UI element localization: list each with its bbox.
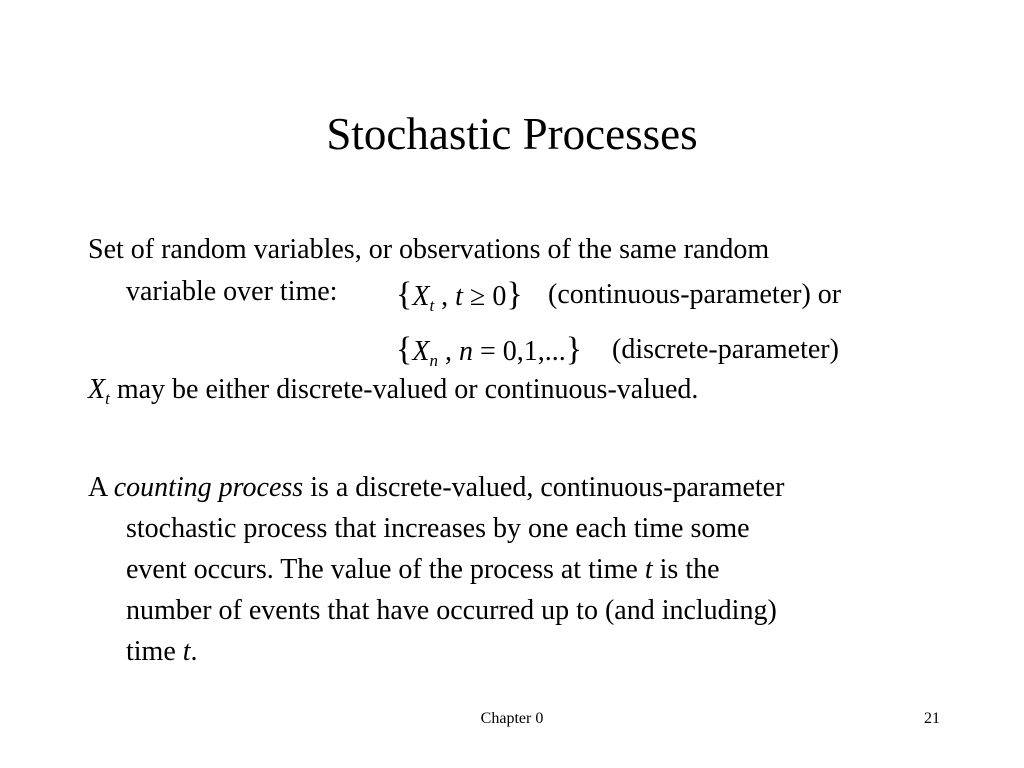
set-continuous-expression [396, 275, 523, 320]
para2-sub: t [105, 389, 110, 408]
set1-cond-var: t [455, 281, 463, 312]
footer-page-number: 21 [924, 710, 940, 727]
para3-l1-b: is a discrete-valued, continuous-parameter [303, 472, 785, 503]
set1-open-brace: { [396, 276, 413, 313]
set-discrete-expression [396, 330, 582, 375]
set1-label: (continuous-parameter) or [548, 279, 842, 310]
para3-line3 [126, 550, 720, 590]
set2-close-brace: } [565, 331, 583, 368]
para1-line2: variable over time: [126, 276, 338, 307]
para3-l5-a: time [126, 636, 183, 667]
para1-line1: Set of random variables, or observations of the same random [88, 234, 770, 265]
set2-var: X [412, 336, 430, 367]
para3-l5-b: . [190, 636, 198, 667]
set2-cond-var: n [458, 336, 473, 367]
footer-chapter: Chapter 0 [480, 710, 544, 727]
set1-var: X [412, 281, 430, 312]
para2-rest: may be either discrete-valued or continuous-valued. [109, 374, 699, 405]
para3-line5 [126, 632, 198, 672]
set1-sub: t [429, 296, 435, 315]
para3-l5-em: t [182, 636, 191, 667]
para3-line1 [88, 468, 784, 508]
para3-l3-b: is the [652, 554, 720, 585]
set2-label: (discrete-parameter) [612, 334, 839, 365]
para3-line2: stochastic process that increases by one each time some [126, 513, 750, 544]
set2-sub: n [429, 351, 438, 370]
set1-sep: , [434, 281, 449, 312]
set2-open-brace: { [396, 331, 413, 368]
para3-l1-em: counting process [113, 472, 304, 503]
para3-l3-a: event occurs. The value of the process at time [126, 554, 645, 585]
slide-title: Stochastic Processes [326, 109, 698, 159]
set1-cond-rest: ≥ 0 [462, 281, 507, 312]
para2-var: X [88, 374, 106, 405]
set2-cond-rest: = 0,1,... [472, 336, 566, 367]
para2-line [88, 370, 698, 413]
para3-l1-a: A [88, 472, 114, 503]
para3-l3-em: t [644, 554, 653, 585]
para3-line4: number of events that have occurred up to (and including) [126, 595, 777, 626]
set1-close-brace: } [506, 276, 523, 313]
set2-sep: , [437, 336, 452, 367]
